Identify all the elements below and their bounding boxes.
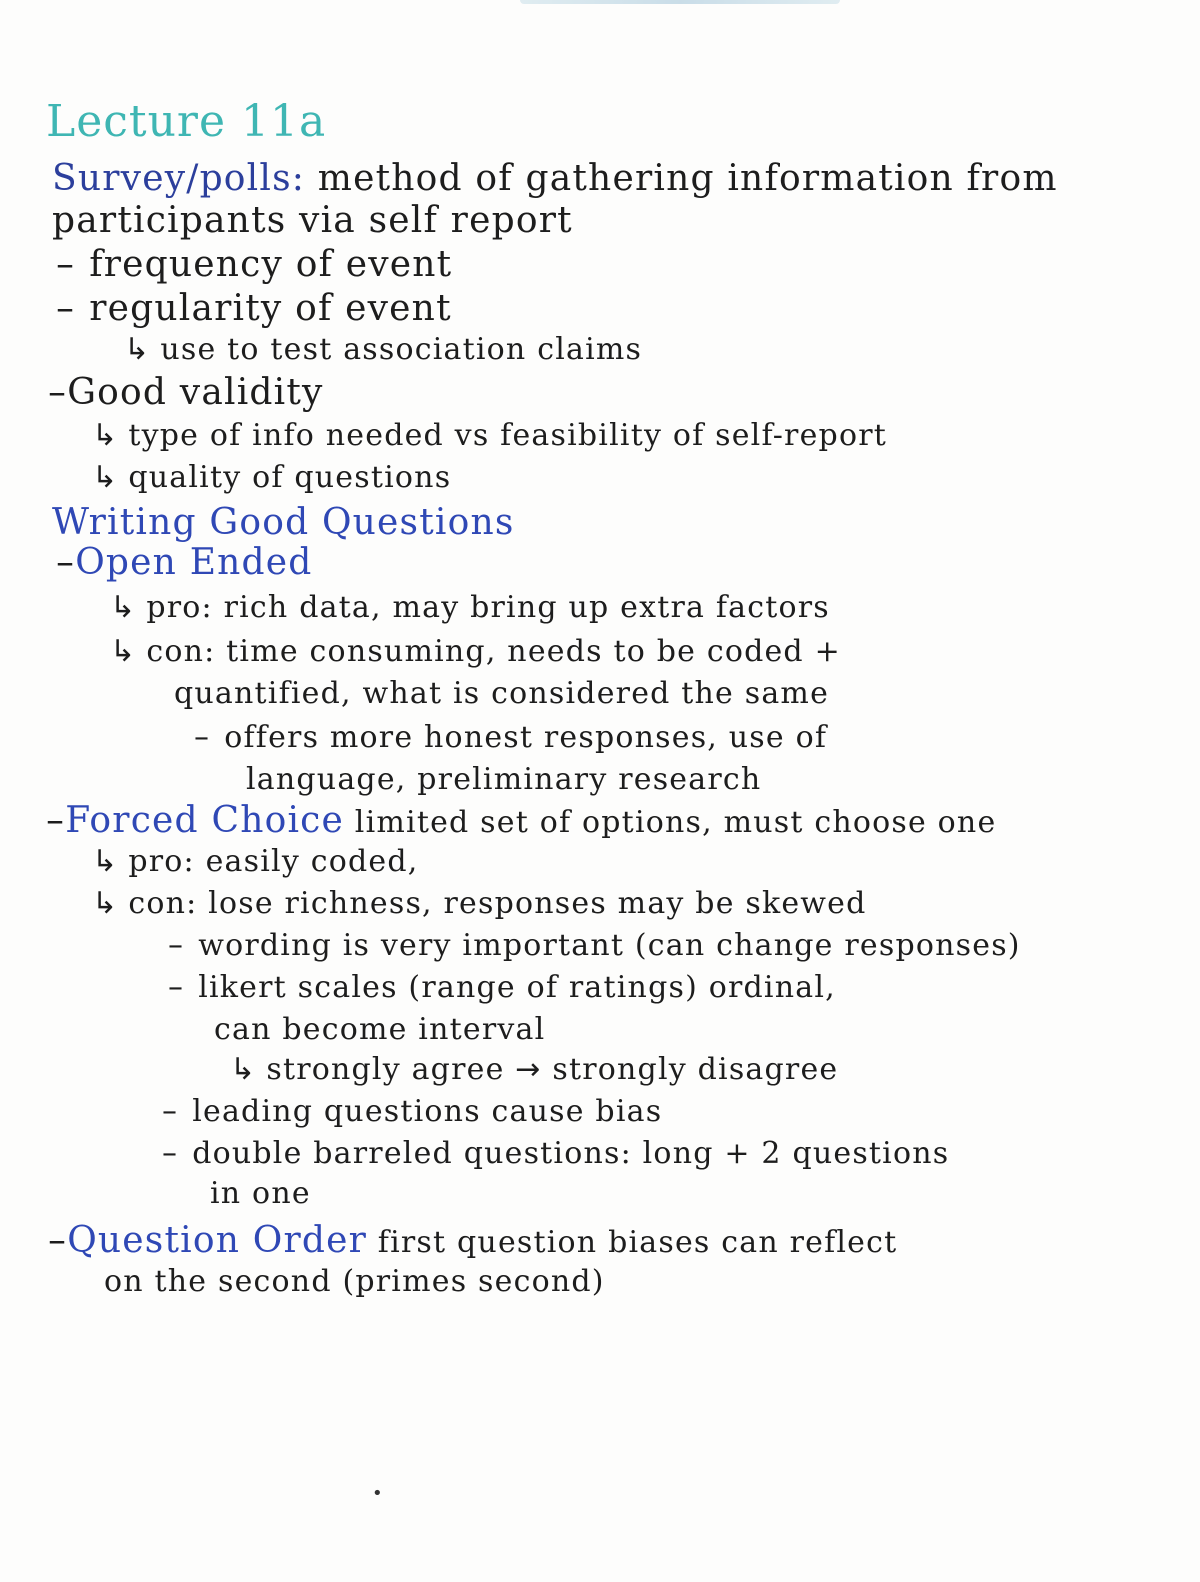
open-ended-con: [110, 634, 841, 669]
validity-heading: [48, 372, 324, 413]
hook-arrow-icon: ↳: [92, 460, 119, 495]
likert-continuation: can become interval: [214, 1012, 546, 1047]
open-ended-subpoint-text: offers more honest responses, use of: [224, 720, 828, 755]
forced-choice-heading: Forced Choice: [65, 800, 345, 841]
use-item-text: regularity of event: [89, 288, 452, 329]
forced-choice-line: [46, 800, 996, 841]
hook-arrow-icon: ↳: [110, 634, 137, 669]
hook-arrow-icon: ↳: [230, 1052, 257, 1087]
use-item: [56, 288, 452, 329]
hook-arrow-icon: ↳: [92, 418, 119, 453]
question-order-heading: Question Order: [67, 1220, 368, 1261]
dash-bullet: –: [162, 1094, 179, 1129]
open-ended-subpoint-continuation: language, preliminary research: [246, 762, 762, 797]
survey-definition-line: [52, 158, 1058, 199]
dash-bullet: –: [48, 1220, 68, 1261]
right-arrow-icon: →: [515, 1052, 553, 1087]
forced-choice-definition: limited set of options, must choose one: [354, 805, 997, 840]
forced-choice-subpoint-text: likert scales (range of ratings) ordinal,: [198, 970, 836, 1005]
validity-point-text: quality of questions: [128, 460, 452, 495]
page-title: Lecture 11a: [46, 96, 327, 147]
forced-choice-subpoint: [162, 1094, 662, 1129]
open-ended-pro: [110, 590, 830, 625]
forced-choice-con-text: con: lose richness, responses may be skewed: [128, 886, 867, 921]
use-item: [56, 244, 452, 285]
hook-arrow-icon: ↳: [124, 332, 151, 367]
validity-point-text: type of info needed vs feasibility of self-report: [128, 418, 888, 453]
dash-bullet: –: [46, 800, 66, 841]
open-ended-pro-text: pro: rich data, may bring up extra factors: [146, 590, 830, 625]
forced-choice-subpoint: [162, 1136, 949, 1171]
forced-choice-con: [92, 886, 867, 921]
open-ended-subpoint: [194, 720, 827, 755]
open-ended-heading-text: Open Ended: [75, 542, 313, 583]
question-order-line: [48, 1220, 897, 1261]
forced-choice-subpoint: [168, 970, 836, 1005]
validity-point: [92, 460, 451, 495]
section-heading-writing: Writing Good Questions: [52, 502, 515, 543]
question-order-continuation: on the second (primes second): [104, 1264, 605, 1299]
use-note-text: use to test association claims: [160, 332, 643, 367]
dash-bullet: –: [48, 372, 68, 413]
forced-choice-pro: [92, 844, 418, 879]
forced-choice-subpoint: [168, 928, 1021, 963]
dash-bullet: –: [194, 720, 211, 755]
forced-choice-subpoint-text: leading questions cause bias: [192, 1094, 663, 1129]
dash-bullet: –: [56, 244, 76, 285]
use-item-text: frequency of event: [89, 244, 453, 285]
forced-choice-subpoint-text: wording is very important (can change responses): [198, 928, 1021, 963]
question-order-definition: first question biases can reflect: [377, 1225, 898, 1260]
dash-bullet: –: [162, 1136, 179, 1171]
forced-choice-subpoint-text: double barreled questions: long + 2 questions: [192, 1136, 950, 1171]
likert-range-start: strongly agree: [266, 1052, 505, 1087]
survey-definition: method of gathering information from: [317, 158, 1058, 199]
open-ended-heading: [56, 542, 313, 583]
hook-arrow-icon: ↳: [92, 844, 119, 879]
faded-ink-strip: [520, 0, 840, 4]
open-ended-con-text: con: time consuming, needs to be coded +: [146, 634, 841, 669]
double-barreled-continuation: in one: [210, 1176, 311, 1211]
hook-arrow-icon: ↳: [110, 590, 137, 625]
likert-range: [230, 1052, 838, 1087]
ink-speck: •: [372, 1483, 383, 1504]
survey-term: Survey/polls:: [52, 158, 306, 199]
dash-bullet: –: [168, 970, 185, 1005]
dash-bullet: –: [168, 928, 185, 963]
open-ended-con-continuation: quantified, what is considered the same: [174, 676, 830, 711]
likert-range-end: strongly disagree: [552, 1052, 839, 1087]
validity-heading-text: Good validity: [67, 372, 324, 413]
forced-choice-pro-text: pro: easily coded,: [128, 844, 419, 879]
dash-bullet: –: [56, 542, 76, 583]
survey-definition-continuation: participants via self report: [52, 200, 573, 241]
use-note: [124, 332, 642, 367]
validity-point: [92, 418, 887, 453]
hook-arrow-icon: ↳: [92, 886, 119, 921]
dash-bullet: –: [56, 288, 76, 329]
